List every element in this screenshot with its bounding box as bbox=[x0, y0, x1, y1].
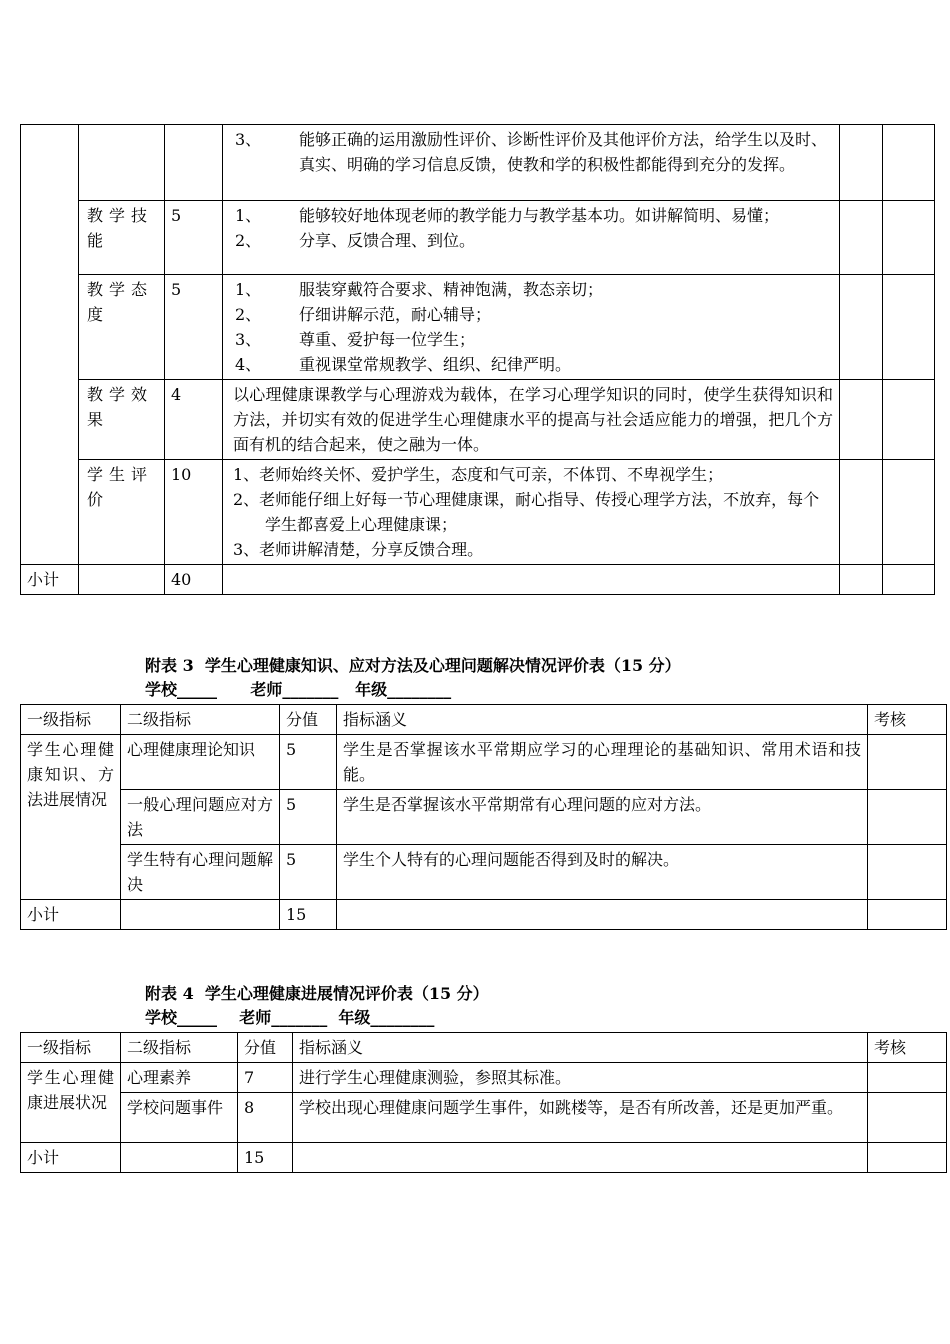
table4-subtitle: 学校_____ 老师_______ 年级________ bbox=[145, 1008, 435, 1027]
header-row bbox=[21, 1033, 947, 1063]
level2-cell bbox=[121, 900, 280, 930]
level2-cell bbox=[121, 1143, 238, 1173]
check-cell bbox=[868, 900, 947, 930]
header-row bbox=[21, 705, 947, 735]
score-cell: 7 bbox=[238, 1063, 293, 1093]
check-cell bbox=[883, 275, 935, 380]
check-cell bbox=[868, 1143, 947, 1173]
item-text: 尊重、爱护每一位学生； bbox=[299, 330, 476, 349]
table3-title: 附表 3 学生心理健康知识、应对方法及心理问题解决情况评价表（15 分） bbox=[145, 656, 681, 675]
subtotal-row bbox=[21, 1143, 947, 1173]
meaning-cell bbox=[293, 1143, 868, 1173]
item-text: 能够正确的运用激励性评价、诊断性评价及其他评价方法，给学生以及时、真实、明确的学习信息反馈，使教和学的积极性都能得到充分的发挥。 bbox=[299, 130, 828, 174]
check-cell bbox=[840, 460, 883, 565]
level2-cell: 心理健康理论知识 bbox=[121, 735, 280, 790]
list-item: 2、老师能仔细上好每一节心理健康课，耐心指导、传授心理学方法，不放弃，每个学生都喜爱上心理健康课； bbox=[233, 490, 820, 534]
column-header: 考核 bbox=[868, 1033, 947, 1063]
list-item bbox=[235, 228, 833, 253]
score-cell: 10 bbox=[165, 460, 223, 565]
check-cell bbox=[840, 275, 883, 380]
subtotal-score: 40 bbox=[165, 565, 223, 595]
table-row bbox=[21, 735, 947, 790]
list-item bbox=[235, 127, 833, 177]
list-item bbox=[235, 277, 833, 302]
item-number: 1、 bbox=[235, 206, 262, 225]
check-cell bbox=[840, 565, 883, 595]
column-header: 考核 bbox=[868, 705, 947, 735]
table-row bbox=[21, 845, 947, 900]
column-header: 二级指标 bbox=[121, 1033, 238, 1063]
check-cell bbox=[840, 380, 883, 460]
subtotal-score: 15 bbox=[238, 1143, 293, 1173]
item-text: 分享、反馈合理、到位。 bbox=[299, 231, 476, 250]
level2-cell: 学生特有心理问题解决 bbox=[121, 845, 280, 900]
level2-cell bbox=[79, 125, 165, 201]
table-row bbox=[21, 201, 935, 275]
check-cell bbox=[883, 565, 935, 595]
level2-cell bbox=[79, 380, 165, 460]
table-row bbox=[21, 460, 935, 565]
table-row bbox=[21, 1093, 947, 1143]
score-cell: 5 bbox=[165, 275, 223, 380]
evaluation-table-knowledge bbox=[20, 704, 947, 930]
item-text: 仔细讲解示范，耐心辅导； bbox=[299, 305, 492, 324]
meaning-cell bbox=[223, 275, 840, 380]
level1-cell: 学生心理健康知识、方法进展情况 bbox=[21, 735, 121, 900]
evaluation-table-progress bbox=[20, 1032, 947, 1173]
check-cell bbox=[868, 1063, 947, 1093]
level2-cell: 心理素养 bbox=[121, 1063, 238, 1093]
level2-cell bbox=[79, 460, 165, 565]
item-text: 重视课堂常规教学、组织、纪律严明。 bbox=[299, 355, 572, 374]
check-cell bbox=[868, 845, 947, 900]
column-header: 一级指标 bbox=[21, 1033, 121, 1063]
score-cell: 5 bbox=[165, 201, 223, 275]
check-cell bbox=[868, 1093, 947, 1143]
check-cell bbox=[883, 201, 935, 275]
evaluation-table-teaching bbox=[20, 124, 935, 595]
meaning-cell: 学校出现心理健康问题学生事件，如跳楼等，是否有所改善，还是更加严重。 bbox=[293, 1093, 868, 1143]
level2-cell: 一般心理问题应对方法 bbox=[121, 790, 280, 845]
table-row bbox=[21, 1063, 947, 1093]
column-header: 指标涵义 bbox=[337, 705, 868, 735]
list-item: 3、老师讲解清楚，分享反馈合理。 bbox=[233, 540, 484, 559]
column-header: 指标涵义 bbox=[293, 1033, 868, 1063]
meaning-cell: 以心理健康课教学与心理游戏为载体，在学习心理学知识的同时，使学生获得知识和方法，并切实有效的促进学生心理健康水平的提高与社会适应能力的增强，把几个方面有机的结合起来，使之融为一体。 bbox=[223, 380, 840, 460]
subtotal-row bbox=[21, 565, 935, 595]
level2-cell bbox=[79, 201, 165, 275]
meaning-cell: 进行学生心理健康测验，参照其标准。 bbox=[293, 1063, 868, 1093]
subtotal-label: 小计 bbox=[21, 900, 121, 930]
list-item bbox=[235, 302, 833, 327]
meaning-cell: 学生个人特有的心理问题能否得到及时的解决。 bbox=[337, 845, 868, 900]
level2-cell bbox=[79, 275, 165, 380]
list-item bbox=[235, 327, 833, 352]
meaning-cell bbox=[223, 201, 840, 275]
list-item bbox=[235, 352, 833, 377]
item-number: 2、 bbox=[235, 305, 262, 324]
item-number: 2、 bbox=[235, 231, 262, 250]
level2-cell: 学校问题事件 bbox=[121, 1093, 238, 1143]
check-cell bbox=[868, 735, 947, 790]
list-item: 1、老师始终关怀、爱护学生，态度和气可亲，不体罚、不卑视学生； bbox=[233, 465, 724, 484]
check-cell bbox=[840, 201, 883, 275]
subtotal-row bbox=[21, 900, 947, 930]
item-number: 3、 bbox=[235, 130, 262, 149]
item-text: 服装穿戴符合要求、精神饱满，教态亲切； bbox=[299, 280, 604, 299]
table-row bbox=[21, 125, 935, 201]
check-cell bbox=[883, 380, 935, 460]
meaning-cell bbox=[223, 125, 840, 201]
check-cell bbox=[883, 460, 935, 565]
subtotal-label: 小计 bbox=[21, 565, 79, 595]
score-cell: 4 bbox=[165, 380, 223, 460]
score-cell: 5 bbox=[280, 845, 337, 900]
level2-label: 教学态度 bbox=[87, 280, 154, 324]
check-cell bbox=[868, 790, 947, 845]
column-header: 分值 bbox=[280, 705, 337, 735]
item-number: 1、 bbox=[235, 280, 262, 299]
table3-subtitle: 学校_____ 老师_______ 年级________ bbox=[145, 680, 452, 699]
column-header: 分值 bbox=[238, 1033, 293, 1063]
table-row bbox=[21, 380, 935, 460]
meaning-cell: 学生是否掌握该水平常期应学习的心理理论的基础知识、常用术语和技能。 bbox=[337, 735, 868, 790]
score-cell: 5 bbox=[280, 735, 337, 790]
meaning-cell: 学生是否掌握该水平常期常有心理问题的应对方法。 bbox=[337, 790, 868, 845]
item-number: 3、 bbox=[235, 330, 262, 349]
column-header: 一级指标 bbox=[21, 705, 121, 735]
table-row bbox=[21, 275, 935, 380]
subtotal-score: 15 bbox=[280, 900, 337, 930]
level1-cell bbox=[21, 125, 79, 565]
level2-label: 学生评价 bbox=[87, 465, 154, 509]
table4-title: 附表 4 学生心理健康进展情况评价表（15 分） bbox=[145, 984, 489, 1003]
score-cell: 8 bbox=[238, 1093, 293, 1143]
meaning-cell bbox=[337, 900, 868, 930]
column-header: 二级指标 bbox=[121, 705, 280, 735]
check-cell bbox=[883, 125, 935, 201]
item-number: 4、 bbox=[235, 355, 262, 374]
subtotal-label: 小计 bbox=[21, 1143, 121, 1173]
level2-label: 教学效果 bbox=[87, 385, 154, 429]
level1-cell: 学生心理健康进展状况 bbox=[21, 1063, 121, 1143]
level2-cell bbox=[79, 565, 165, 595]
check-cell bbox=[840, 125, 883, 201]
list-item bbox=[235, 203, 833, 228]
meaning-cell bbox=[223, 565, 840, 595]
item-text: 能够较好地体现老师的教学能力与教学基本功。如讲解简明、易懂； bbox=[299, 206, 780, 225]
score-cell: 5 bbox=[280, 790, 337, 845]
level2-label: 教学技能 bbox=[87, 206, 154, 250]
score-cell bbox=[165, 125, 223, 201]
table-row bbox=[21, 790, 947, 845]
meaning-cell bbox=[223, 460, 840, 565]
